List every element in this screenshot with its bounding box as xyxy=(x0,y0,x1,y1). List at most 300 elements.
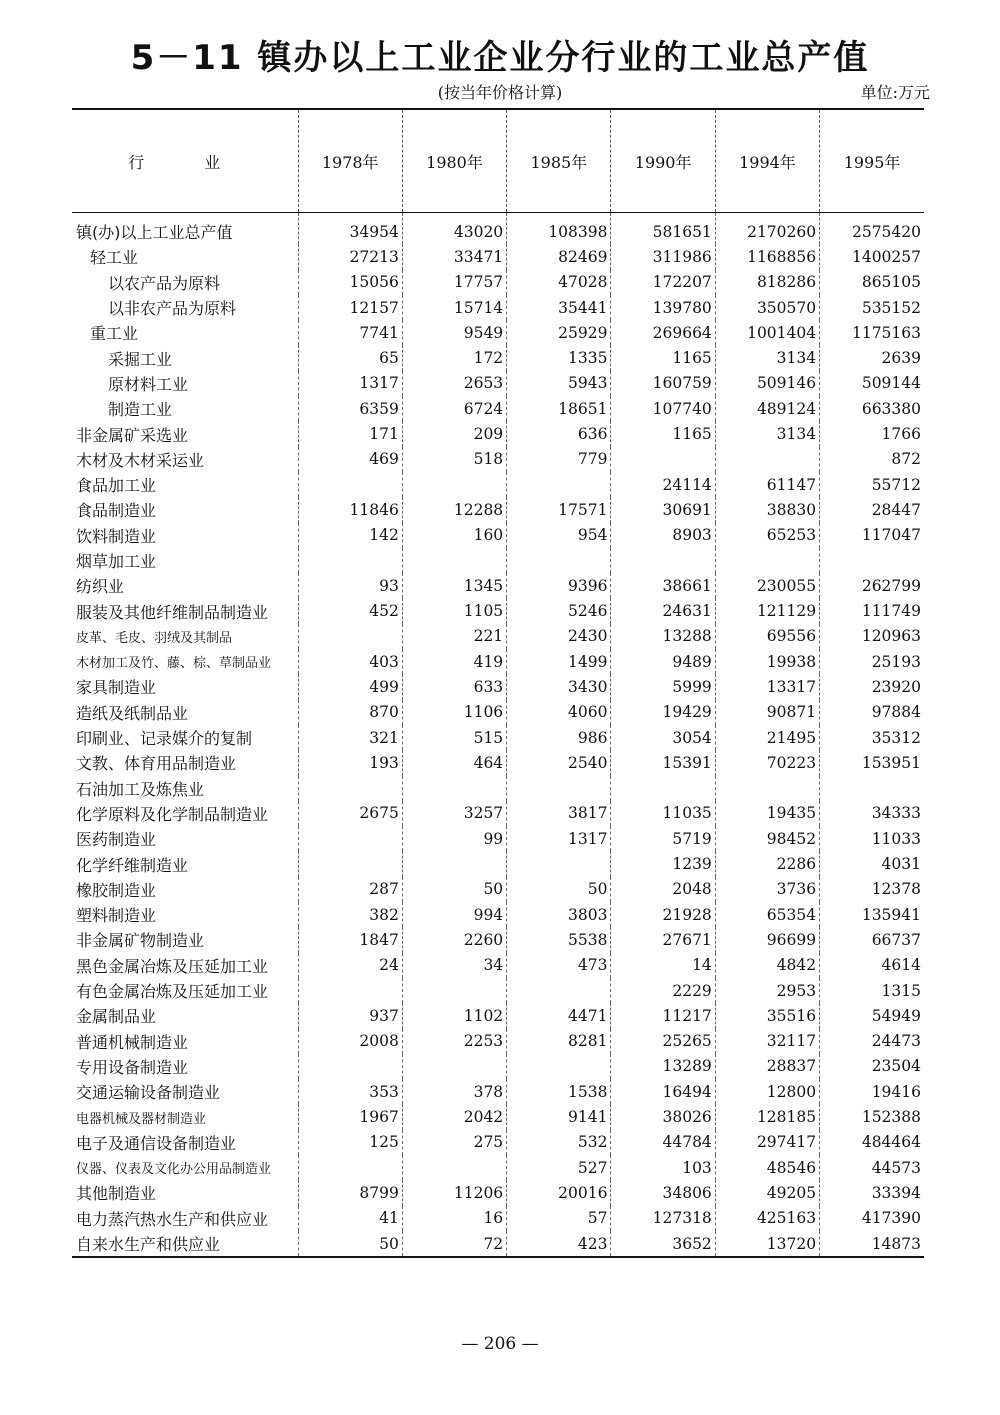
industry-name: 文教、体育用品制造业 xyxy=(76,754,237,774)
value-cell: 297417 xyxy=(715,1130,819,1155)
table-row xyxy=(72,213,924,245)
value-cell: 3134 xyxy=(715,345,819,370)
value-cell: 287 xyxy=(298,877,402,902)
value-cell: 5246 xyxy=(507,598,611,623)
value-cell: 121129 xyxy=(715,598,819,623)
value-cell: 3803 xyxy=(507,902,611,927)
header-year: 1990年 xyxy=(611,109,715,213)
table-row xyxy=(72,801,924,826)
value-cell: 2048 xyxy=(611,877,715,902)
value-cell xyxy=(298,472,402,497)
table-row xyxy=(72,776,924,801)
value-cell: 663380 xyxy=(820,396,924,421)
value-cell: 43020 xyxy=(402,213,506,245)
value-cell: 2253 xyxy=(402,1029,506,1054)
value-cell: 15056 xyxy=(298,270,402,295)
value-cell xyxy=(611,776,715,801)
value-cell: 1847 xyxy=(298,927,402,952)
value-cell: 2575420 xyxy=(820,213,924,245)
industry-name: 食品加工业 xyxy=(76,476,157,496)
table-header-row xyxy=(72,109,924,213)
value-cell: 117047 xyxy=(820,523,924,548)
value-cell: 111749 xyxy=(820,598,924,623)
header-industry: 行业 xyxy=(72,109,298,213)
value-cell: 153951 xyxy=(820,750,924,775)
value-cell: 230055 xyxy=(715,573,819,598)
table-row xyxy=(72,649,924,674)
value-cell: 38830 xyxy=(715,497,819,522)
industry-name: 化学纤维制造业 xyxy=(76,855,189,875)
value-cell xyxy=(611,548,715,573)
value-cell: 34 xyxy=(402,953,506,978)
table-row xyxy=(72,320,924,345)
value-cell xyxy=(820,776,924,801)
value-cell: 2653 xyxy=(402,371,506,396)
value-cell: 19435 xyxy=(715,801,819,826)
value-cell xyxy=(402,548,506,573)
value-cell xyxy=(298,1054,402,1079)
industry-name: 塑料制造业 xyxy=(76,906,157,926)
value-cell: 2170260 xyxy=(715,213,819,245)
value-cell: 6359 xyxy=(298,396,402,421)
value-cell xyxy=(402,472,506,497)
industry-name: 家具制造业 xyxy=(76,678,157,698)
value-cell: 160759 xyxy=(611,371,715,396)
industry-name: 原材料工业 xyxy=(108,374,189,394)
industry-output-table xyxy=(72,108,924,1258)
industry-name: 非金属矿物制造业 xyxy=(76,931,205,951)
value-cell: 469 xyxy=(298,447,402,472)
value-cell: 12288 xyxy=(402,497,506,522)
value-cell: 66737 xyxy=(820,927,924,952)
value-cell: 28837 xyxy=(715,1054,819,1079)
industry-name: 以非农产品为原料 xyxy=(108,299,237,319)
value-cell: 872 xyxy=(820,447,924,472)
table-row xyxy=(72,750,924,775)
value-cell: 986 xyxy=(507,725,611,750)
value-cell: 870 xyxy=(298,700,402,725)
value-cell xyxy=(402,978,506,1003)
value-cell: 38661 xyxy=(611,573,715,598)
value-cell: 4031 xyxy=(820,851,924,876)
industry-name: 木材加工及竹、藤、棕、草制品业 xyxy=(76,656,272,672)
table-body xyxy=(72,213,924,1258)
value-cell: 15714 xyxy=(402,295,506,320)
value-cell: 8799 xyxy=(298,1180,402,1205)
value-cell: 28447 xyxy=(820,497,924,522)
value-cell: 98452 xyxy=(715,826,819,851)
value-cell: 50 xyxy=(507,877,611,902)
value-cell: 3134 xyxy=(715,421,819,446)
value-cell: 2953 xyxy=(715,978,819,1003)
value-cell: 25929 xyxy=(507,320,611,345)
value-cell: 47028 xyxy=(507,270,611,295)
value-cell: 818286 xyxy=(715,270,819,295)
table-row xyxy=(72,1206,924,1231)
value-cell: 1165 xyxy=(611,421,715,446)
table-row xyxy=(72,927,924,952)
value-cell: 417390 xyxy=(820,1206,924,1231)
value-cell: 103 xyxy=(611,1155,715,1180)
industry-name: 金属制品业 xyxy=(76,1007,157,1027)
industry-name: 化学原料及化学制品制造业 xyxy=(76,804,269,824)
value-cell: 779 xyxy=(507,447,611,472)
table-row xyxy=(72,1155,924,1180)
value-cell: 5999 xyxy=(611,674,715,699)
table-row xyxy=(72,447,924,472)
value-cell: 994 xyxy=(402,902,506,927)
value-cell xyxy=(507,548,611,573)
value-cell: 5719 xyxy=(611,826,715,851)
value-cell: 19416 xyxy=(820,1079,924,1104)
value-cell xyxy=(715,447,819,472)
value-cell: 484464 xyxy=(820,1130,924,1155)
table-row xyxy=(72,725,924,750)
value-cell: 473 xyxy=(507,953,611,978)
value-cell: 55712 xyxy=(820,472,924,497)
value-cell: 20016 xyxy=(507,1180,611,1205)
value-cell: 3430 xyxy=(507,674,611,699)
value-cell: 172207 xyxy=(611,270,715,295)
table-row xyxy=(72,877,924,902)
industry-name: 烟草加工业 xyxy=(76,552,157,571)
value-cell: 82469 xyxy=(507,244,611,269)
table-row xyxy=(72,295,924,320)
value-cell: 125 xyxy=(298,1130,402,1155)
value-cell: 93 xyxy=(298,573,402,598)
value-cell xyxy=(715,776,819,801)
value-cell: 44573 xyxy=(820,1155,924,1180)
table-row xyxy=(72,978,924,1003)
industry-name: 石油加工及炼焦业 xyxy=(76,779,205,799)
value-cell: 3054 xyxy=(611,725,715,750)
table-row xyxy=(72,826,924,851)
value-cell: 139780 xyxy=(611,295,715,320)
value-cell xyxy=(820,548,924,573)
value-cell: 35312 xyxy=(820,725,924,750)
value-cell: 24631 xyxy=(611,598,715,623)
industry-name: 医药制造业 xyxy=(76,830,157,850)
value-cell: 160 xyxy=(402,523,506,548)
value-cell: 3257 xyxy=(402,801,506,826)
industry-name: 印刷业、记录媒介的复制 xyxy=(76,729,253,749)
value-cell: 172 xyxy=(402,345,506,370)
value-cell: 135941 xyxy=(820,902,924,927)
value-cell: 321 xyxy=(298,725,402,750)
value-cell: 425163 xyxy=(715,1206,819,1231)
value-cell: 97884 xyxy=(820,700,924,725)
industry-name: 以农产品为原料 xyxy=(108,273,221,293)
value-cell: 311986 xyxy=(611,244,715,269)
value-cell: 269664 xyxy=(611,320,715,345)
page-title: 5－11 镇办以上工业企业分行业的工业总产值 xyxy=(130,38,870,78)
value-cell: 13288 xyxy=(611,624,715,649)
value-cell: 581651 xyxy=(611,213,715,245)
value-cell: 12800 xyxy=(715,1079,819,1104)
value-cell xyxy=(507,472,611,497)
header-year: 1995年 xyxy=(820,109,924,213)
table-row xyxy=(72,1231,924,1257)
value-cell: 515 xyxy=(402,725,506,750)
value-cell: 23504 xyxy=(820,1054,924,1079)
table-row xyxy=(72,573,924,598)
value-cell: 937 xyxy=(298,1003,402,1028)
value-cell: 61147 xyxy=(715,472,819,497)
table-row xyxy=(72,548,924,573)
value-cell: 48546 xyxy=(715,1155,819,1180)
value-cell: 27213 xyxy=(298,244,402,269)
value-cell: 499 xyxy=(298,674,402,699)
table-row xyxy=(72,371,924,396)
value-cell xyxy=(298,624,402,649)
industry-name: 其他制造业 xyxy=(76,1184,157,1204)
value-cell: 50 xyxy=(402,877,506,902)
header-year: 1978年 xyxy=(298,109,402,213)
value-cell: 464 xyxy=(402,750,506,775)
industry-name: 仪器、仪表及文化办公用品制造业 xyxy=(76,1162,272,1178)
value-cell: 193 xyxy=(298,750,402,775)
industry-name: 木材及木材采运业 xyxy=(76,450,205,470)
value-cell: 1168856 xyxy=(715,244,819,269)
value-cell: 21495 xyxy=(715,725,819,750)
value-cell: 11217 xyxy=(611,1003,715,1028)
value-cell: 25193 xyxy=(820,649,924,674)
value-cell: 12378 xyxy=(820,877,924,902)
table-row xyxy=(72,700,924,725)
value-cell: 1766 xyxy=(820,421,924,446)
value-cell: 518 xyxy=(402,447,506,472)
industry-name: 造纸及纸制品业 xyxy=(76,703,189,723)
value-cell: 17757 xyxy=(402,270,506,295)
value-cell: 171 xyxy=(298,421,402,446)
value-cell: 13720 xyxy=(715,1231,819,1257)
value-cell: 13289 xyxy=(611,1054,715,1079)
value-cell: 4842 xyxy=(715,953,819,978)
table-row xyxy=(72,1079,924,1104)
value-cell: 107740 xyxy=(611,396,715,421)
industry-name: 服装及其他纤维制品制造业 xyxy=(76,602,269,622)
value-cell: 38026 xyxy=(611,1104,715,1129)
value-cell: 535152 xyxy=(820,295,924,320)
table-row xyxy=(72,1130,924,1155)
value-cell: 44784 xyxy=(611,1130,715,1155)
industry-name: 交通运输设备制造业 xyxy=(76,1083,221,1103)
value-cell: 3817 xyxy=(507,801,611,826)
value-cell: 127318 xyxy=(611,1206,715,1231)
value-cell: 1165 xyxy=(611,345,715,370)
table-row xyxy=(72,902,924,927)
table-row xyxy=(72,497,924,522)
value-cell: 24 xyxy=(298,953,402,978)
value-cell: 11206 xyxy=(402,1180,506,1205)
value-cell: 30691 xyxy=(611,497,715,522)
value-cell xyxy=(402,1054,506,1079)
value-cell: 34806 xyxy=(611,1180,715,1205)
header-year: 1980年 xyxy=(402,109,506,213)
table-row xyxy=(72,1104,924,1129)
value-cell xyxy=(298,1155,402,1180)
value-cell: 128185 xyxy=(715,1104,819,1129)
value-cell: 7741 xyxy=(298,320,402,345)
value-cell: 452 xyxy=(298,598,402,623)
value-cell: 1102 xyxy=(402,1003,506,1028)
unit-label: 单位:万元 xyxy=(860,83,930,102)
value-cell: 275 xyxy=(402,1130,506,1155)
value-cell: 353 xyxy=(298,1079,402,1104)
value-cell: 16 xyxy=(402,1206,506,1231)
industry-name: 饮料制造业 xyxy=(76,526,157,546)
value-cell xyxy=(298,851,402,876)
table-row xyxy=(72,244,924,269)
value-cell: 954 xyxy=(507,523,611,548)
value-cell xyxy=(298,826,402,851)
value-cell: 8903 xyxy=(611,523,715,548)
value-cell: 21928 xyxy=(611,902,715,927)
value-cell: 3736 xyxy=(715,877,819,902)
value-cell: 13317 xyxy=(715,674,819,699)
value-cell: 49205 xyxy=(715,1180,819,1205)
value-cell xyxy=(507,978,611,1003)
value-cell: 4614 xyxy=(820,953,924,978)
value-cell: 18651 xyxy=(507,396,611,421)
value-cell: 378 xyxy=(402,1079,506,1104)
table-row xyxy=(72,598,924,623)
table-row xyxy=(72,851,924,876)
table-row xyxy=(72,396,924,421)
value-cell: 2229 xyxy=(611,978,715,1003)
value-cell xyxy=(611,447,715,472)
industry-name: 镇(办)以上工业总产值 xyxy=(76,223,233,243)
value-cell: 1317 xyxy=(507,826,611,851)
header-year: 1985年 xyxy=(507,109,611,213)
value-cell: 24114 xyxy=(611,472,715,497)
value-cell: 35516 xyxy=(715,1003,819,1028)
value-cell: 11846 xyxy=(298,497,402,522)
page-number: — 206 — xyxy=(461,1334,539,1354)
value-cell: 1967 xyxy=(298,1104,402,1129)
header-year: 1994年 xyxy=(715,109,819,213)
table-row xyxy=(72,1054,924,1079)
value-cell: 5538 xyxy=(507,927,611,952)
value-cell: 8281 xyxy=(507,1029,611,1054)
value-cell: 4060 xyxy=(507,700,611,725)
value-cell: 2042 xyxy=(402,1104,506,1129)
value-cell: 532 xyxy=(507,1130,611,1155)
industry-name: 制造工业 xyxy=(108,400,173,420)
value-cell: 41 xyxy=(298,1206,402,1231)
table-row xyxy=(72,1003,924,1028)
value-cell: 19938 xyxy=(715,649,819,674)
value-cell: 33471 xyxy=(402,244,506,269)
value-cell xyxy=(298,978,402,1003)
value-cell xyxy=(507,851,611,876)
industry-name: 电力蒸汽热水生产和供应业 xyxy=(76,1209,269,1229)
table-row xyxy=(72,624,924,649)
value-cell: 1400257 xyxy=(820,244,924,269)
value-cell: 1538 xyxy=(507,1079,611,1104)
industry-name: 纺织业 xyxy=(76,577,125,597)
value-cell: 5943 xyxy=(507,371,611,396)
value-cell: 2008 xyxy=(298,1029,402,1054)
value-cell: 9396 xyxy=(507,573,611,598)
value-cell: 1175163 xyxy=(820,320,924,345)
table-row xyxy=(72,472,924,497)
value-cell: 9141 xyxy=(507,1104,611,1129)
industry-name: 电子及通信设备制造业 xyxy=(76,1133,237,1153)
value-cell: 69556 xyxy=(715,624,819,649)
industry-name: 黑色金属冶炼及压延加工业 xyxy=(76,956,269,976)
industry-name: 专用设备制造业 xyxy=(76,1057,189,1077)
value-cell: 12157 xyxy=(298,295,402,320)
value-cell: 2675 xyxy=(298,801,402,826)
value-cell: 108398 xyxy=(507,213,611,245)
table-row xyxy=(72,953,924,978)
value-cell: 221 xyxy=(402,624,506,649)
value-cell xyxy=(402,851,506,876)
value-cell: 6724 xyxy=(402,396,506,421)
value-cell: 57 xyxy=(507,1206,611,1231)
value-cell: 65 xyxy=(298,345,402,370)
value-cell: 34954 xyxy=(298,213,402,245)
industry-name: 轻工业 xyxy=(90,248,139,268)
value-cell: 419 xyxy=(402,649,506,674)
value-cell: 2260 xyxy=(402,927,506,952)
value-cell: 16494 xyxy=(611,1079,715,1104)
value-cell: 423 xyxy=(507,1231,611,1257)
value-cell: 11035 xyxy=(611,801,715,826)
value-cell: 24473 xyxy=(820,1029,924,1054)
industry-name: 自来水生产和供应业 xyxy=(72,1231,298,1257)
value-cell: 90871 xyxy=(715,700,819,725)
table-row xyxy=(72,270,924,295)
value-cell: 9549 xyxy=(402,320,506,345)
industry-name: 橡胶制造业 xyxy=(76,880,157,900)
value-cell: 382 xyxy=(298,902,402,927)
value-cell: 1335 xyxy=(507,345,611,370)
value-cell: 65253 xyxy=(715,523,819,548)
value-cell xyxy=(298,548,402,573)
table-row xyxy=(72,523,924,548)
industry-name: 食品制造业 xyxy=(76,501,157,521)
industry-name: 普通机械制造业 xyxy=(76,1032,189,1052)
value-cell: 9489 xyxy=(611,649,715,674)
industry-name: 非金属矿采选业 xyxy=(76,425,189,445)
value-cell: 50 xyxy=(298,1231,402,1257)
value-cell: 11033 xyxy=(820,826,924,851)
value-cell: 14873 xyxy=(820,1231,924,1257)
value-cell: 1317 xyxy=(298,371,402,396)
value-cell: 865105 xyxy=(820,270,924,295)
value-cell: 209 xyxy=(402,421,506,446)
value-cell: 142 xyxy=(298,523,402,548)
value-cell: 636 xyxy=(507,421,611,446)
value-cell: 120963 xyxy=(820,624,924,649)
value-cell: 15391 xyxy=(611,750,715,775)
industry-name: 皮革、毛皮、羽绒及其制品 xyxy=(76,630,233,646)
value-cell: 509144 xyxy=(820,371,924,396)
subtitle: (按当年价格计算) xyxy=(437,83,563,102)
value-cell: 489124 xyxy=(715,396,819,421)
value-cell: 72 xyxy=(402,1231,506,1257)
value-cell: 23920 xyxy=(820,674,924,699)
industry-name: 重工业 xyxy=(90,324,139,344)
value-cell: 527 xyxy=(507,1155,611,1180)
industry-name: 有色金属冶炼及压延加工业 xyxy=(76,982,269,1002)
industry-name: 电器机械及器材制造业 xyxy=(76,1111,207,1127)
value-cell: 509146 xyxy=(715,371,819,396)
value-cell: 32117 xyxy=(715,1029,819,1054)
value-cell: 152388 xyxy=(820,1104,924,1129)
